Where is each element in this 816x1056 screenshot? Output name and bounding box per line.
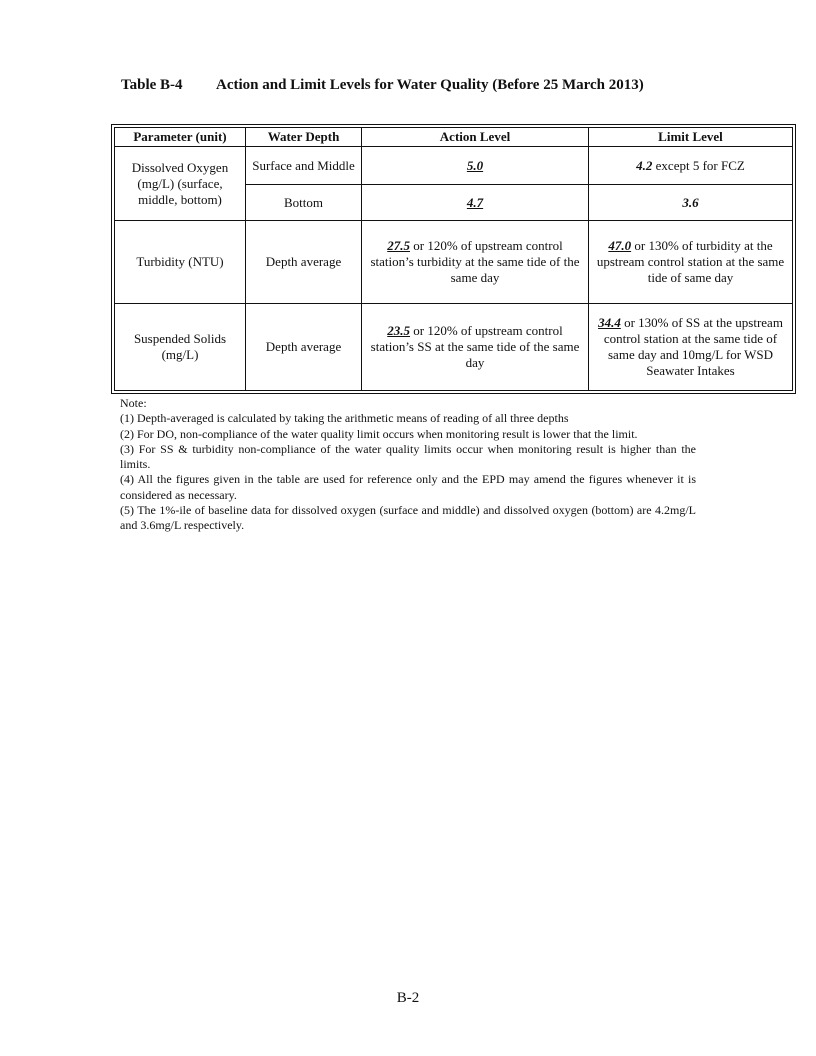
action-value: 27.5 — [387, 238, 411, 253]
header-row — [115, 128, 793, 147]
limit-text: or 130% of turbidity at the upstream control station at the same tide of same day — [596, 238, 785, 285]
header-water-depth: Water Depth — [246, 128, 362, 147]
page-number: B-2 — [396, 990, 420, 1006]
limit-value: 3.6 — [682, 194, 699, 210]
cell-action-ss — [362, 304, 589, 391]
header-limit-level: Limit Level — [589, 128, 793, 147]
cell-limit-do-bottom — [589, 185, 793, 221]
water-quality-table — [111, 124, 796, 394]
cell-limit-do-surface — [589, 147, 793, 185]
cell-depth-surface-middle: Surface and Middle — [246, 147, 362, 185]
cell-limit-ss — [589, 304, 793, 391]
table-row — [115, 221, 793, 304]
cell-parameter-turbidity: Turbidity (NTU) — [115, 221, 246, 304]
cell-action-turbidity — [362, 221, 589, 304]
note-item: (3) For SS & turbidity non-compliance of the water quality limits occur when monitoring result is higher than the limits. — [120, 441, 696, 472]
limit-text: except 5 for FCZ — [652, 157, 745, 173]
table-caption — [121, 77, 644, 94]
table-row — [115, 304, 793, 391]
action-value: 5.0 — [466, 157, 484, 173]
notes-heading: Note: — [120, 396, 147, 410]
limit-text: or 130% of SS at the upstream control station at the same tide of same day and 10mg/L for WSD Seawater Intakes — [603, 315, 783, 378]
cell-depth-bottom: Bottom — [246, 185, 362, 221]
action-value: 4.7 — [466, 194, 484, 210]
note-item: (5) The 1%-ile of baseline data for dissolved oxygen (surface and middle) and dissolved oxygen (bottom) are 4.2mg/L and 3.6mg/L respectively. — [120, 503, 696, 533]
cell-parameter-do: Dissolved Oxygen (mg/L) (surface, middle, bottom) — [115, 147, 246, 221]
table-title: Action and Limit Levels for Water Quality (Before 25 March 2013) — [216, 77, 644, 93]
header-parameter: Parameter (unit) — [115, 128, 246, 147]
action-value: 23.5 — [387, 323, 411, 338]
cell-depth-turbidity: Depth average — [246, 221, 362, 304]
cell-action-do-surface — [362, 147, 589, 185]
note-item: (1) Depth-averaged is calculated by taking the arithmetic means of reading of all three depths — [120, 411, 569, 426]
cell-action-do-bottom — [362, 185, 589, 221]
action-text: or 120% of upstream control station’s turbidity at the same tide of the same day — [370, 238, 580, 285]
action-text: or 120% of upstream control station’s SS at the same tide of the same day — [370, 323, 580, 370]
note-item: (2) For DO, non-compliance of the water quality limit occurs when monitoring result is lower that the limit. — [120, 426, 638, 441]
limit-value: 34.4 — [598, 315, 621, 330]
cell-parameter-ss: Suspended Solids (mg/L) — [115, 304, 246, 391]
limit-value: 47.0 — [608, 238, 632, 253]
limit-value: 4.2 — [636, 157, 653, 173]
table-number: Table B-4 — [121, 77, 183, 93]
cell-depth-ss: Depth average — [246, 304, 362, 391]
table-row — [115, 147, 793, 185]
table-notes — [120, 396, 696, 534]
note-item: (4) All the figures given in the table are used for reference only and the EPD may amend the figures whenever it is considered as necessary. — [120, 472, 696, 502]
cell-limit-turbidity — [589, 221, 793, 304]
header-action-level: Action Level — [362, 128, 589, 147]
